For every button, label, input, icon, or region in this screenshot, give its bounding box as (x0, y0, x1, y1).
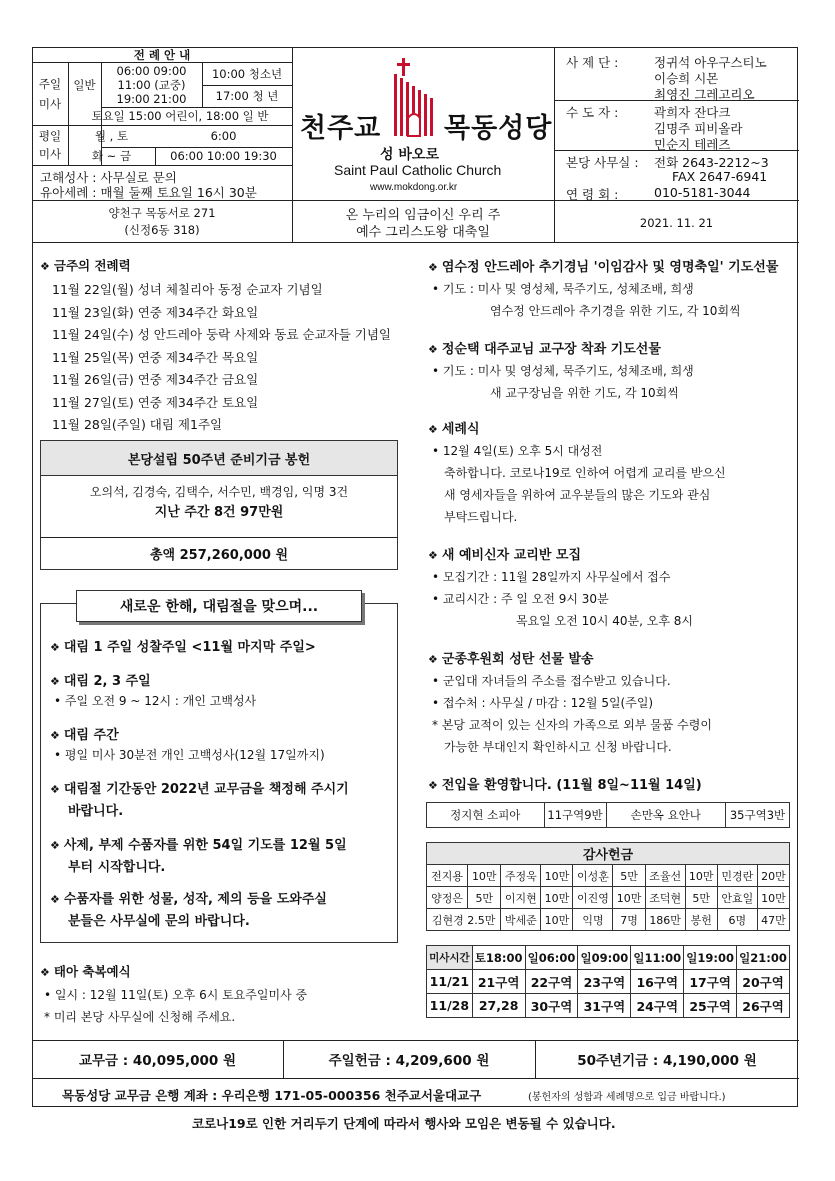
sunday-mass-label: 주일 미사 (38, 76, 62, 111)
mass-zone-cell: 20구역 (737, 970, 790, 994)
infant-title-text: 태아 축복예식 (53, 964, 131, 979)
infant-line-2-text: 미리 본당 사무실에 신청해 주세요. (53, 1010, 236, 1024)
mass-zone-cell: 22구역 (525, 970, 578, 994)
welcome-name-2: 손만옥 요안나 (606, 803, 726, 828)
thanks-cell: 민경란 (717, 865, 757, 887)
office-phone: 전화 2643-2212~3 (654, 155, 769, 170)
church-name-left: 천주교 (300, 113, 382, 144)
pastor-3: 최영진 그레고리오 (654, 87, 755, 102)
fund-title: 본당설립 50주년 준비기금 봉헌 (127, 452, 311, 468)
mass-header-cell: 일19:00 (684, 946, 737, 970)
r5-line-2: • 접수처 : 사무실 / 마감 : 12월 5일(주일) (432, 696, 654, 710)
diamond-bullet-icon: ❖ (40, 966, 50, 979)
infant-line-1: • 일시 : 12월 11일(토) 오후 6시 토요주일미사 중 (44, 988, 308, 1002)
bank-account: 목동성당 교무금 은행 계좌 : 우리은행 171-05-000356 천주교서울대교구 (62, 1088, 482, 1103)
welcome-name-1: 정지현 소피아 (427, 803, 545, 828)
mass-zone-cell: 31구역 (578, 994, 631, 1018)
infant-line-2: * 미리 본당 사무실에 신청해 주세요. (44, 1010, 236, 1024)
liturgy-item: 11월 22일(월) 성녀 체칠리아 동정 순교자 기념일 (52, 282, 323, 297)
advent-item-3-sub-text: 평일 미사 30분전 개인 고백성사(12월 17일까지) (64, 748, 325, 762)
liturgy-item: 11월 27일(토) 연중 제34주간 토요일 (52, 394, 259, 410)
weekday-mass-label: 평일 미사 (38, 129, 62, 161)
mass-zone-cell: 21구역 (472, 970, 525, 994)
mass-zone-cell: 16구역 (631, 970, 684, 994)
thanks-title: 감사헌금 (427, 843, 790, 865)
r4-line-3: 목요일 오전 10시 40분, 오후 8시 (516, 614, 693, 628)
thanks-cell: 양정은 (427, 887, 468, 909)
r3-line-2: 축하합니다. 코로나19로 인하여 어렵게 교리를 받으신 (444, 466, 726, 480)
nun-1: 곽희자 잔다크 (654, 105, 731, 120)
thanks-cell: 전지용 (427, 865, 468, 887)
r3-line-1: • 12월 4일(토) 오후 5시 대성전 (432, 444, 603, 458)
welcome-zone-1: 11구역9반 (544, 803, 606, 828)
mass-header-cell: 일11:00 (631, 946, 684, 970)
thanks-cell: 봉헌 (685, 909, 717, 931)
fund-total: 총액 257,260,000 원 (149, 547, 288, 563)
mass-zone-row (427, 970, 790, 994)
liturgy-item: 11월 24일(수) 성 안드레아 둥락 사제와 동료 순교자들 기념일 (52, 327, 392, 342)
mass-header-cell: 일21:00 (737, 946, 790, 970)
diamond-bullet-icon: ❖ (50, 839, 60, 852)
advent-item-4-text: 대림절 기간동안 2022년 교무금을 책정해 주시기 (63, 782, 349, 797)
yeonryeong-phone: 010-5181-3044 (654, 185, 751, 200)
fund-names: 오의석, 김경숙, 김택수, 서수민, 백경임, 익명 3건 (89, 484, 349, 499)
thanks-cell: 186만 (645, 909, 685, 931)
mass-zone-cell: 11/28 (427, 994, 473, 1018)
thanks-table (426, 842, 790, 931)
infant-line-1-text: 일시 : 12월 11일(토) 오후 6시 토요주일미사 중 (54, 988, 308, 1002)
mass-zone-cell: 17구역 (684, 970, 737, 994)
r4-line-1: • 모집기간 : 11월 28일까지 사무실에서 접수 (432, 570, 671, 584)
thanks-cell: 5만 (468, 887, 501, 909)
thanks-cell: 10만 (541, 865, 573, 887)
thanks-cell: 5만 (685, 887, 717, 909)
r6-title-text: 전입을 환영합니다. (11월 8일~11월 14일) (441, 778, 702, 793)
r5-line-1: • 군입대 자녀들의 주소를 접수받고 있습니다. (432, 674, 671, 688)
advent-item-1-text: 대림 1 주일 성찰주일 <11월 마지막 주일> (63, 640, 316, 655)
diamond-bullet-icon: ❖ (50, 893, 60, 906)
r1-line-1: • 기도 : 미사 및 영성체, 묵주기도, 성체조배, 희생 (432, 282, 694, 296)
r5-line-1-text: 군입대 자녀들의 주소를 접수받고 있습니다. (442, 674, 671, 688)
saturday-mass-line: 토요일 15:00 어린이, 18:00 일 반 (91, 109, 269, 123)
footer-anniversary-fund: 50주년기금 : 4,190,000 원 (577, 1053, 757, 1069)
ilban-label: 일반 (73, 77, 96, 92)
office-fax: FAX 2647-6941 (672, 169, 768, 184)
liturgy-item: 11월 26일(금) 연중 제34주간 금요일 (52, 372, 259, 387)
sunday-times-1: 06:00 09:00 (116, 63, 187, 78)
website: www.mokdong.or.kr (370, 182, 458, 193)
diamond-bullet-icon: ❖ (428, 423, 438, 436)
liturgy-item: 11월 28일(주일) 대림 제1주일 (52, 417, 223, 432)
r1-line-2: 염수정 안드레아 추기경을 위한 기도, 각 10회씩 (490, 304, 741, 318)
r1-line-1-text: 기도 : 미사 및 영성체, 묵주기도, 성체조배, 희생 (442, 282, 694, 296)
r4-title-text: 새 예비신자 교리반 모집 (441, 548, 582, 563)
advent-title: 새로운 한해, 대림절을 맞으며... (119, 599, 319, 615)
thanks-cell: 안효일 (717, 887, 757, 909)
infant-baptism-info: 유아세례 : 매월 둘째 토요일 16시 30분 (40, 185, 257, 200)
church-name-right: 목동성당 (444, 113, 553, 144)
r2-line-1: • 기도 : 미사 및 영성체, 묵주기도, 성체조배, 희생 (432, 364, 694, 378)
advent-item-3 (50, 724, 119, 743)
sunday-times-3: 19:00 21:00 (116, 91, 187, 106)
advent-item-4-cont: 바랍니다. (68, 804, 124, 819)
r4-line-1-text: 모집기간 : 11월 28일까지 사무실에서 접수 (442, 570, 671, 584)
footer-sunday-offering: 주일헌금 : 4,209,600 원 (328, 1053, 490, 1069)
thanks-title-row (427, 843, 790, 865)
mass-zone-table (426, 945, 790, 1018)
r5-line-4: 가능한 부대인지 확인하시고 신청 바랍니다. (444, 740, 672, 754)
diamond-bullet-icon: ❖ (50, 729, 60, 742)
r4-line-2: • 교리시간 : 주 일 오전 9시 30분 (432, 592, 609, 606)
advent-item-3-text: 대림 주간 (63, 728, 119, 743)
r1-title-text: 염수정 안드레아 추기경님 '이임감사 및 영명축일' 기도선물 (441, 260, 779, 275)
footer-gyomu: 교무금 : 40,095,000 원 (78, 1053, 237, 1069)
fund-week: 지난 주간 8건 97만원 (154, 504, 284, 520)
liturgy-title (40, 256, 131, 274)
feast-line-1: 온 누리의 임금이신 우리 주 (345, 207, 501, 223)
weekday-tue-fri-times: 06:00 10:00 19:30 (170, 149, 277, 163)
mass-header-cell: 일06:00 (525, 946, 578, 970)
r2-line-1-text: 기도 : 미사 및 영성체, 묵주기도, 성체조배, 희생 (442, 364, 694, 378)
diamond-bullet-icon: ❖ (428, 549, 438, 562)
sunday-times-2: 11:00 (교중) (117, 77, 186, 92)
mass-zone-row (427, 994, 790, 1018)
thanks-cell: 주정욱 (501, 865, 541, 887)
r4-title (428, 544, 581, 563)
thanks-cell: 조덕현 (645, 887, 685, 909)
thanks-row (427, 887, 790, 909)
address-2: (신정6동 318) (124, 223, 200, 237)
pastor-label: 사 제 단 : (566, 55, 619, 70)
advent-item-3-sub: • 평일 미사 30분전 개인 고백성사(12월 17일까지) (54, 748, 325, 762)
mass-zone-cell: 23구역 (578, 970, 631, 994)
infant-title (40, 962, 131, 980)
thanks-cell: 5만 (613, 865, 645, 887)
r3-line-3: 새 영세자들을 위하여 교우분들의 많은 기도와 관심 (444, 488, 711, 502)
thanks-cell: 익명 (573, 909, 613, 931)
covid-notice: 코로나19로 인한 거리두기 단계에 따라서 행사와 모임은 변동될 수 있습니다. (192, 1116, 616, 1131)
thanks-cell: 10만 (468, 865, 501, 887)
thanks-cell: 김현경 2.5만 (427, 909, 501, 931)
advent-item-5-text: 사제, 부제 수품자를 위한 54일 기도를 12월 5일 (63, 838, 347, 853)
patron-en: Saint Paul Catholic Church (334, 162, 502, 178)
r3-title-text: 세례식 (441, 422, 480, 437)
diamond-bullet-icon: ❖ (428, 653, 438, 666)
advent-item-6-cont: 분들은 사무실에 문의 바랍니다. (68, 914, 250, 929)
diamond-bullet-icon: ❖ (50, 641, 60, 654)
r1-title (428, 256, 778, 275)
nun-2: 김명주 피비올라 (654, 121, 743, 136)
fund-divider (40, 537, 398, 538)
diamond-bullet-icon: ❖ (40, 260, 50, 273)
advent-item-5 (50, 834, 347, 853)
liturgy-item: 11월 23일(화) 연중 제34주간 화요일 (52, 304, 259, 320)
mass-zone-cell: 26구역 (737, 994, 790, 1018)
footer-divider-2 (32, 1078, 799, 1079)
r2-line-2: 새 교구장님을 위한 기도, 각 10회씩 (490, 386, 679, 400)
diamond-bullet-icon: ❖ (428, 779, 438, 792)
thanks-cell: 7명 (613, 909, 645, 931)
r3-line-4: 부탁드립니다. (444, 510, 518, 524)
thanks-cell: 6명 (717, 909, 757, 931)
thanks-cell: 조율선 (645, 865, 685, 887)
header-divider-2 (32, 242, 799, 243)
r3-line-1-text: 12월 4일(토) 오후 5시 대성전 (442, 444, 603, 458)
thanks-cell: 10만 (541, 909, 573, 931)
mass-zone-cell: 11/21 (427, 970, 473, 994)
welcome-zone-2: 35구역3반 (726, 803, 790, 828)
thanks-cell: 10만 (613, 887, 645, 909)
r4-line-2-text: 교리시간 : 주 일 오전 9시 30분 (442, 592, 609, 606)
r2-title-text: 정순택 대주교님 교구장 착좌 기도선물 (441, 342, 661, 357)
thanks-cell: 10만 (541, 887, 573, 909)
mass-header-cell: 일09:00 (578, 946, 631, 970)
thanks-cell: 10만 (757, 887, 789, 909)
mass-zone-cell: 27,28 (472, 994, 525, 1018)
mass-header-cell: 토18:00 (472, 946, 525, 970)
mass-zone-cell: 24구역 (631, 994, 684, 1018)
advent-item-2-sub-text: 주일 오전 9 ~ 12시 : 개인 고백성사 (64, 694, 257, 708)
diamond-bullet-icon: ❖ (50, 783, 60, 796)
pastor-2: 이승희 시몬 (654, 71, 719, 86)
mass-zone-cell: 30구역 (525, 994, 578, 1018)
r3-title (428, 418, 480, 437)
mass-header-cell: 미사시간 (427, 946, 473, 970)
address-1: 양천구 목동서로 271 (108, 206, 216, 220)
r2-title (428, 338, 661, 357)
weekday-sat-days: 월 , 토 (94, 129, 129, 143)
office-label: 본당 사무실 : (566, 155, 639, 170)
advent-item-6 (50, 888, 327, 907)
thanks-cell: 이성훈 (573, 865, 613, 887)
bulletin-date: 2021. 11. 21 (639, 216, 714, 230)
mass-header-row (427, 946, 790, 970)
thanks-cell: 박세준 (501, 909, 541, 931)
schedule-title: 전 례 안 내 (133, 47, 191, 62)
r5-line-2-text: 접수처 : 사무실 / 마감 : 12월 5일(주일) (442, 696, 654, 710)
r6-title (428, 774, 702, 793)
thanks-cell: 10만 (685, 865, 717, 887)
r5-line-3: * 본당 교적이 있는 신자의 가족으로 외부 물품 수령이 (432, 718, 712, 732)
r5-line-3-text: 본당 교적이 있는 신자의 가족으로 외부 물품 수령이 (441, 718, 712, 732)
pastor-1: 정귀석 아우구스티노 (654, 55, 767, 70)
advent-item-1 (50, 636, 316, 655)
weekday-tue-fri-days: 화 ~ 금 (91, 149, 132, 163)
feast-line-2: 예수 그리스도왕 대축일 (356, 224, 490, 240)
welcome-table (426, 802, 790, 828)
advent-item-5-cont: 부터 시작합니다. (68, 860, 166, 875)
thanks-cell: 이지현 (501, 887, 541, 909)
liturgy-title-text: 금주의 전례력 (53, 258, 131, 273)
advent-item-4 (50, 778, 349, 797)
thanks-cell: 이진영 (573, 887, 613, 909)
advent-item-2-sub: • 주일 오전 9 ~ 12시 : 개인 고백성사 (54, 694, 257, 708)
young-adult-mass-time: 17:00 청 년 (215, 89, 279, 103)
r5-title-text: 군종후원회 성탄 선물 발송 (441, 652, 594, 667)
nun-label: 수 도 자 : (566, 105, 619, 120)
r5-title (428, 648, 594, 667)
diamond-bullet-icon: ❖ (50, 675, 60, 688)
yeonryeong-label: 연 령 회 : (566, 187, 619, 202)
diamond-bullet-icon: ❖ (428, 343, 438, 356)
confession-info: 고해성사 : 사무실로 문의 (40, 170, 177, 185)
nun-3: 민순지 테레즈 (654, 137, 731, 152)
advent-item-2-text: 대림 2, 3 주일 (63, 674, 151, 689)
thanks-cell: 20만 (757, 865, 789, 887)
diamond-bullet-icon: ❖ (428, 261, 438, 274)
bank-note: (봉헌자의 성함과 세례명으로 입금 바랍니다.) (528, 1092, 726, 1103)
advent-item-6-text: 수품자를 위한 성물, 성작, 제의 등을 도와주실 (63, 892, 327, 907)
thanks-row (427, 865, 790, 887)
patron-kr: 성 바오로 (380, 147, 439, 163)
liturgy-item: 11월 25일(목) 연중 제34주간 목요일 (52, 349, 259, 365)
welcome-row (427, 803, 790, 828)
church-logo-icon (388, 56, 440, 138)
youth-mass-time: 10:00 청소년 (211, 66, 283, 81)
advent-item-2 (50, 670, 151, 689)
schedule-line (32, 165, 292, 166)
mass-zone-cell: 25구역 (684, 994, 737, 1018)
thanks-cell: 47만 (757, 909, 789, 931)
weekday-sat-time: 6:00 (210, 129, 237, 143)
thanks-row (427, 909, 790, 931)
